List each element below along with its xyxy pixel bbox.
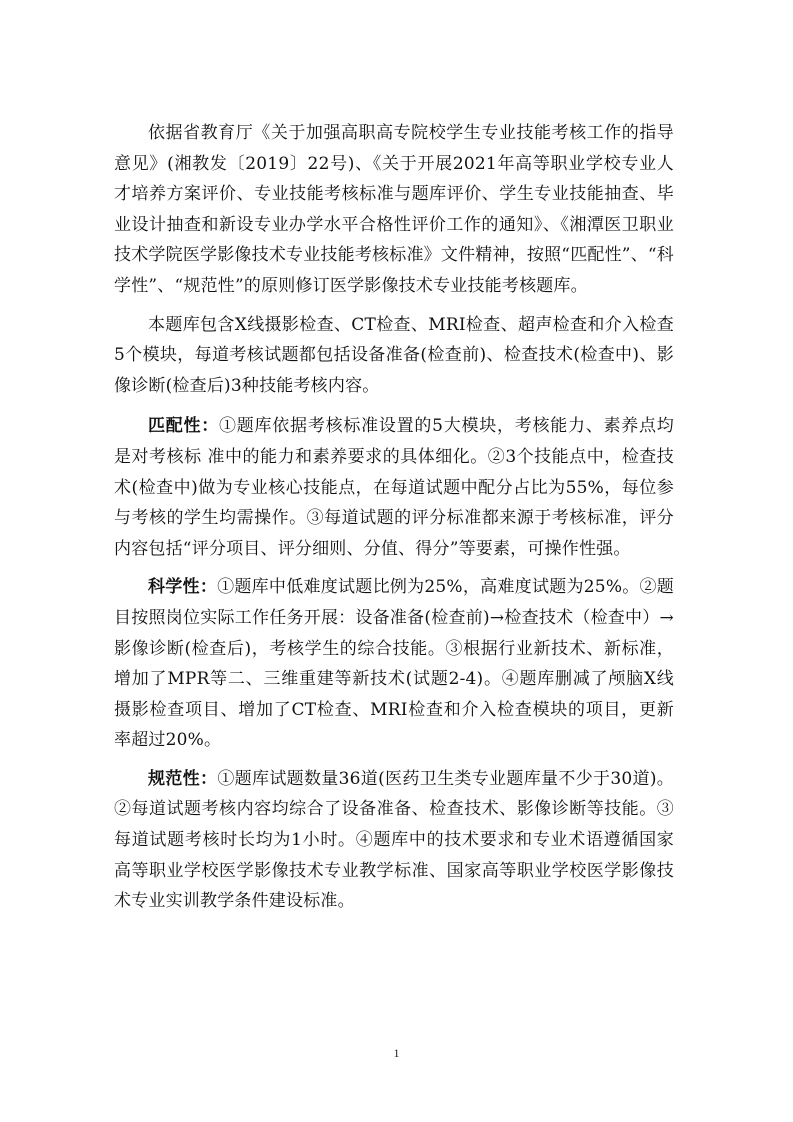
paragraph-lead-scientific: 科学性： [148, 577, 218, 598]
paragraph-text: 本题库包含X线摄影检查、CT检查、MRI检查、超声检查和介入检查5个模块，每道考核试题都包括设备准备(检查前)、检查技术(检查中)、影像诊断(检查后)3种技能考核内容。 [114, 314, 674, 396]
paragraph-lead-standard: 规范性： [148, 768, 218, 789]
paragraph-lead-matching: 匹配性： [148, 416, 220, 437]
paragraph-matching [114, 411, 674, 564]
paragraph-scientific [114, 572, 674, 756]
paragraph-text: ①题库依据考核标准设置的5大模块，考核能力、素养点均是对考核标 准中的能力和素养要求的具体细化。②3个技能点中，检查技术(检查中)做为专业核心技能点，在每道试题中配分占比为55%，每位参与考核的学生均需操作。③每道试题的评分标准都来源于考核标准，评分内容包括“评分项目、评分细则、分值、得分”等要素，可操作性强。 [114, 416, 674, 559]
paragraph-text: ①题库试题数量36道(医药卫生类专业题库量不少于30道)。②每道试题考核内容均综合了设备准备、检查技术、影像诊断等技能。③每道试题考核时长均为1小时。④题库中的技术要求和专业术语遵循国家高等职业学校医学影像技术专业教学标准、国家高等职业学校医学影像技术专业实训教学条件建设标准。 [114, 768, 675, 912]
paragraph-text: ①题库中低难度试题比例为25%，高难度试题为25%。②题目按照岗位实际工作任务开展：设备准备(检查前)→检查技术（检查中）→影像诊断(检查后)，考核学生的综合技能。③根据行业新技术、新标准，增加了MPR等二、三维重建等新技术(试题2-4)。④题库删减了颅脑X线摄影检查项目、增加了CT检查、MRI检查和介入检查模块的项目，更新率超过20%。 [114, 577, 674, 751]
document-body [114, 118, 674, 925]
page-number: 1 [393, 1046, 400, 1060]
paragraph-intro [114, 118, 674, 302]
paragraph-text: 依据省教育厅《关于加强高职高专院校学生专业技能考核工作的指导意见》(湘教发〔2019〕22号)、《关于开展2021年高等职业学校专业人才培养方案评价、专业技能考核标准与题库评价、学生专业技能抽查、毕业设计抽查和新设专业办学水平合格性评价工作的通知》、《湘潭医卫职业技术学院医学影像技术专业技能考核标准》文件精神，按照“匹配性”、“科学性”、“规范性”的原则修订医学影像技术专业技能考核题库。 [114, 123, 674, 296]
paragraph-standard [114, 764, 674, 917]
paragraph-modules [114, 310, 674, 402]
